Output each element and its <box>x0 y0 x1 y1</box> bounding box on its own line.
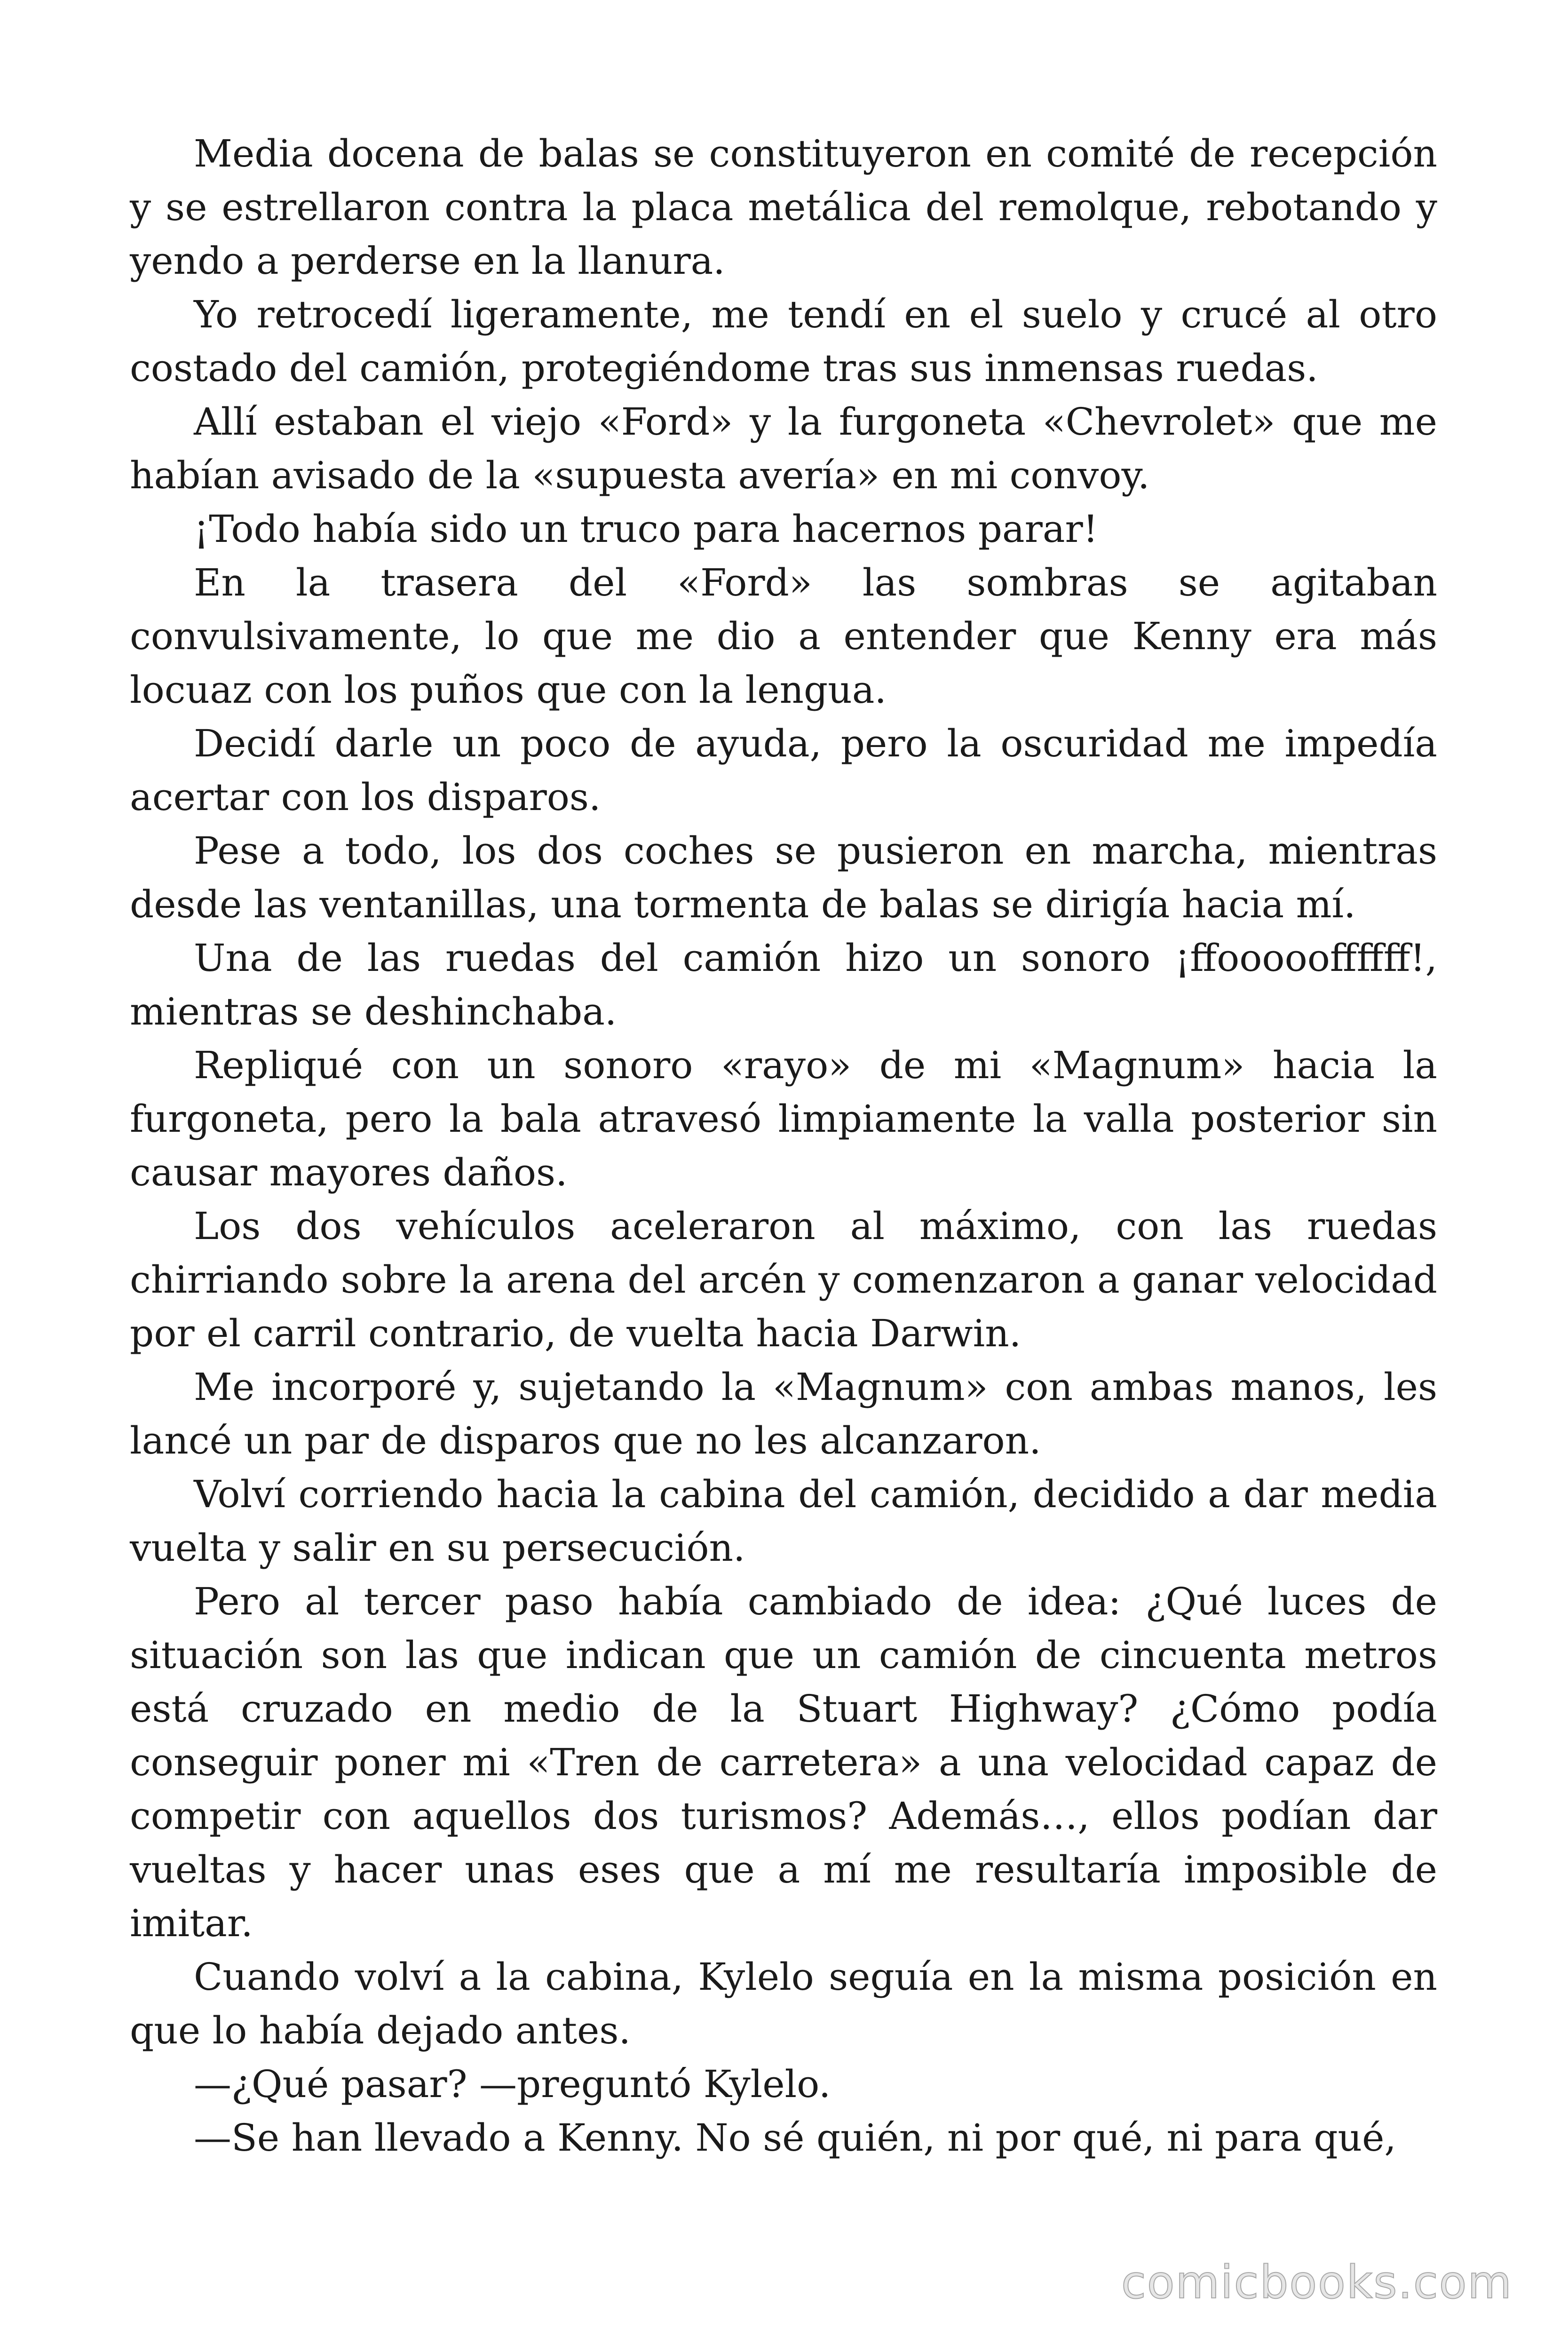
paragraph: Repliqué con un sonoro «rayo» de mi «Magnum» hacia la furgoneta, pero la bala atravesó limpiamente la valla posterior sin causar mayores daños. <box>130 1043 1437 1194</box>
watermark: comicbooks.com <box>1121 2256 1513 2309</box>
paragraph: ¡Todo había sido un truco para hacernos parar! <box>194 507 1098 551</box>
paragraph: Me incorporé y, sujetando la «Magnum» con ambas manos, les lancé un par de disparos que no les alcanzaron. <box>130 1365 1437 1462</box>
paragraph: —Se han llevado a Kenny. No sé quién, ni por qué, ni para qué, <box>194 2116 1396 2160</box>
paragraph: Decidí darle un poco de ayuda, pero la oscuridad me impedía acertar con los disparos. <box>130 722 1437 819</box>
body-text <box>130 127 1437 2165</box>
paragraph: Cuando volví a la cabina, Kylelo seguía en la misma posición en que lo había dejado antes. <box>130 1955 1437 2052</box>
paragraph: Volví corriendo hacia la cabina del camión, decidido a dar media vuelta y salir en su persecución. <box>130 1472 1437 1570</box>
paragraph: En la trasera del «Ford» las sombras se agitaban convulsivamente, lo que me dio a entender que Kenny era más locuaz con los puños que con la lengua. <box>130 561 1437 712</box>
paragraph: Una de las ruedas del camión hizo un sonoro ¡ffoooooffffff!, mientras se deshinchaba. <box>130 936 1437 1033</box>
paragraph: Pese a todo, los dos coches se pusieron en marcha, mientras desde las ventanillas, una tormenta de balas se dirigía hacia mí. <box>130 829 1437 926</box>
paragraph: Yo retrocedí ligeramente, me tendí en el suelo y crucé al otro costado del camión, protegiéndome tras sus inmensas ruedas. <box>130 293 1437 390</box>
paragraph: Pero al tercer paso había cambiado de idea: ¿Qué luces de situación son las que indican que un camión de cincuenta metros está cruzado en medio de la Stuart Highway? ¿Cómo podía conseguir poner mi «Tren de carretera» a una velocidad capaz de competir con aquellos dos turismos? Además…, ellos podían dar vueltas y hacer unas eses que a mí me resultaría imposible de imitar. <box>130 1580 1437 1945</box>
paragraph: Allí estaban el viejo «Ford» y la furgoneta «Chevrolet» que me habían avisado de la «supuesta avería» en mi convoy. <box>130 400 1437 497</box>
paragraph: Los dos vehículos aceleraron al máximo, con las ruedas chirriando sobre la arena del arcén y comenzaron a ganar velocidad por el carril contrario, de vuelta hacia Darwin. <box>130 1204 1437 1355</box>
paragraph: Media docena de balas se constituyeron en comité de recepción y se estrellaron contra la placa metálica del remolque, rebotando y yendo a perderse en la llanura. <box>130 132 1437 283</box>
paragraph: —¿Qué pasar? —preguntó Kylelo. <box>194 2062 831 2106</box>
